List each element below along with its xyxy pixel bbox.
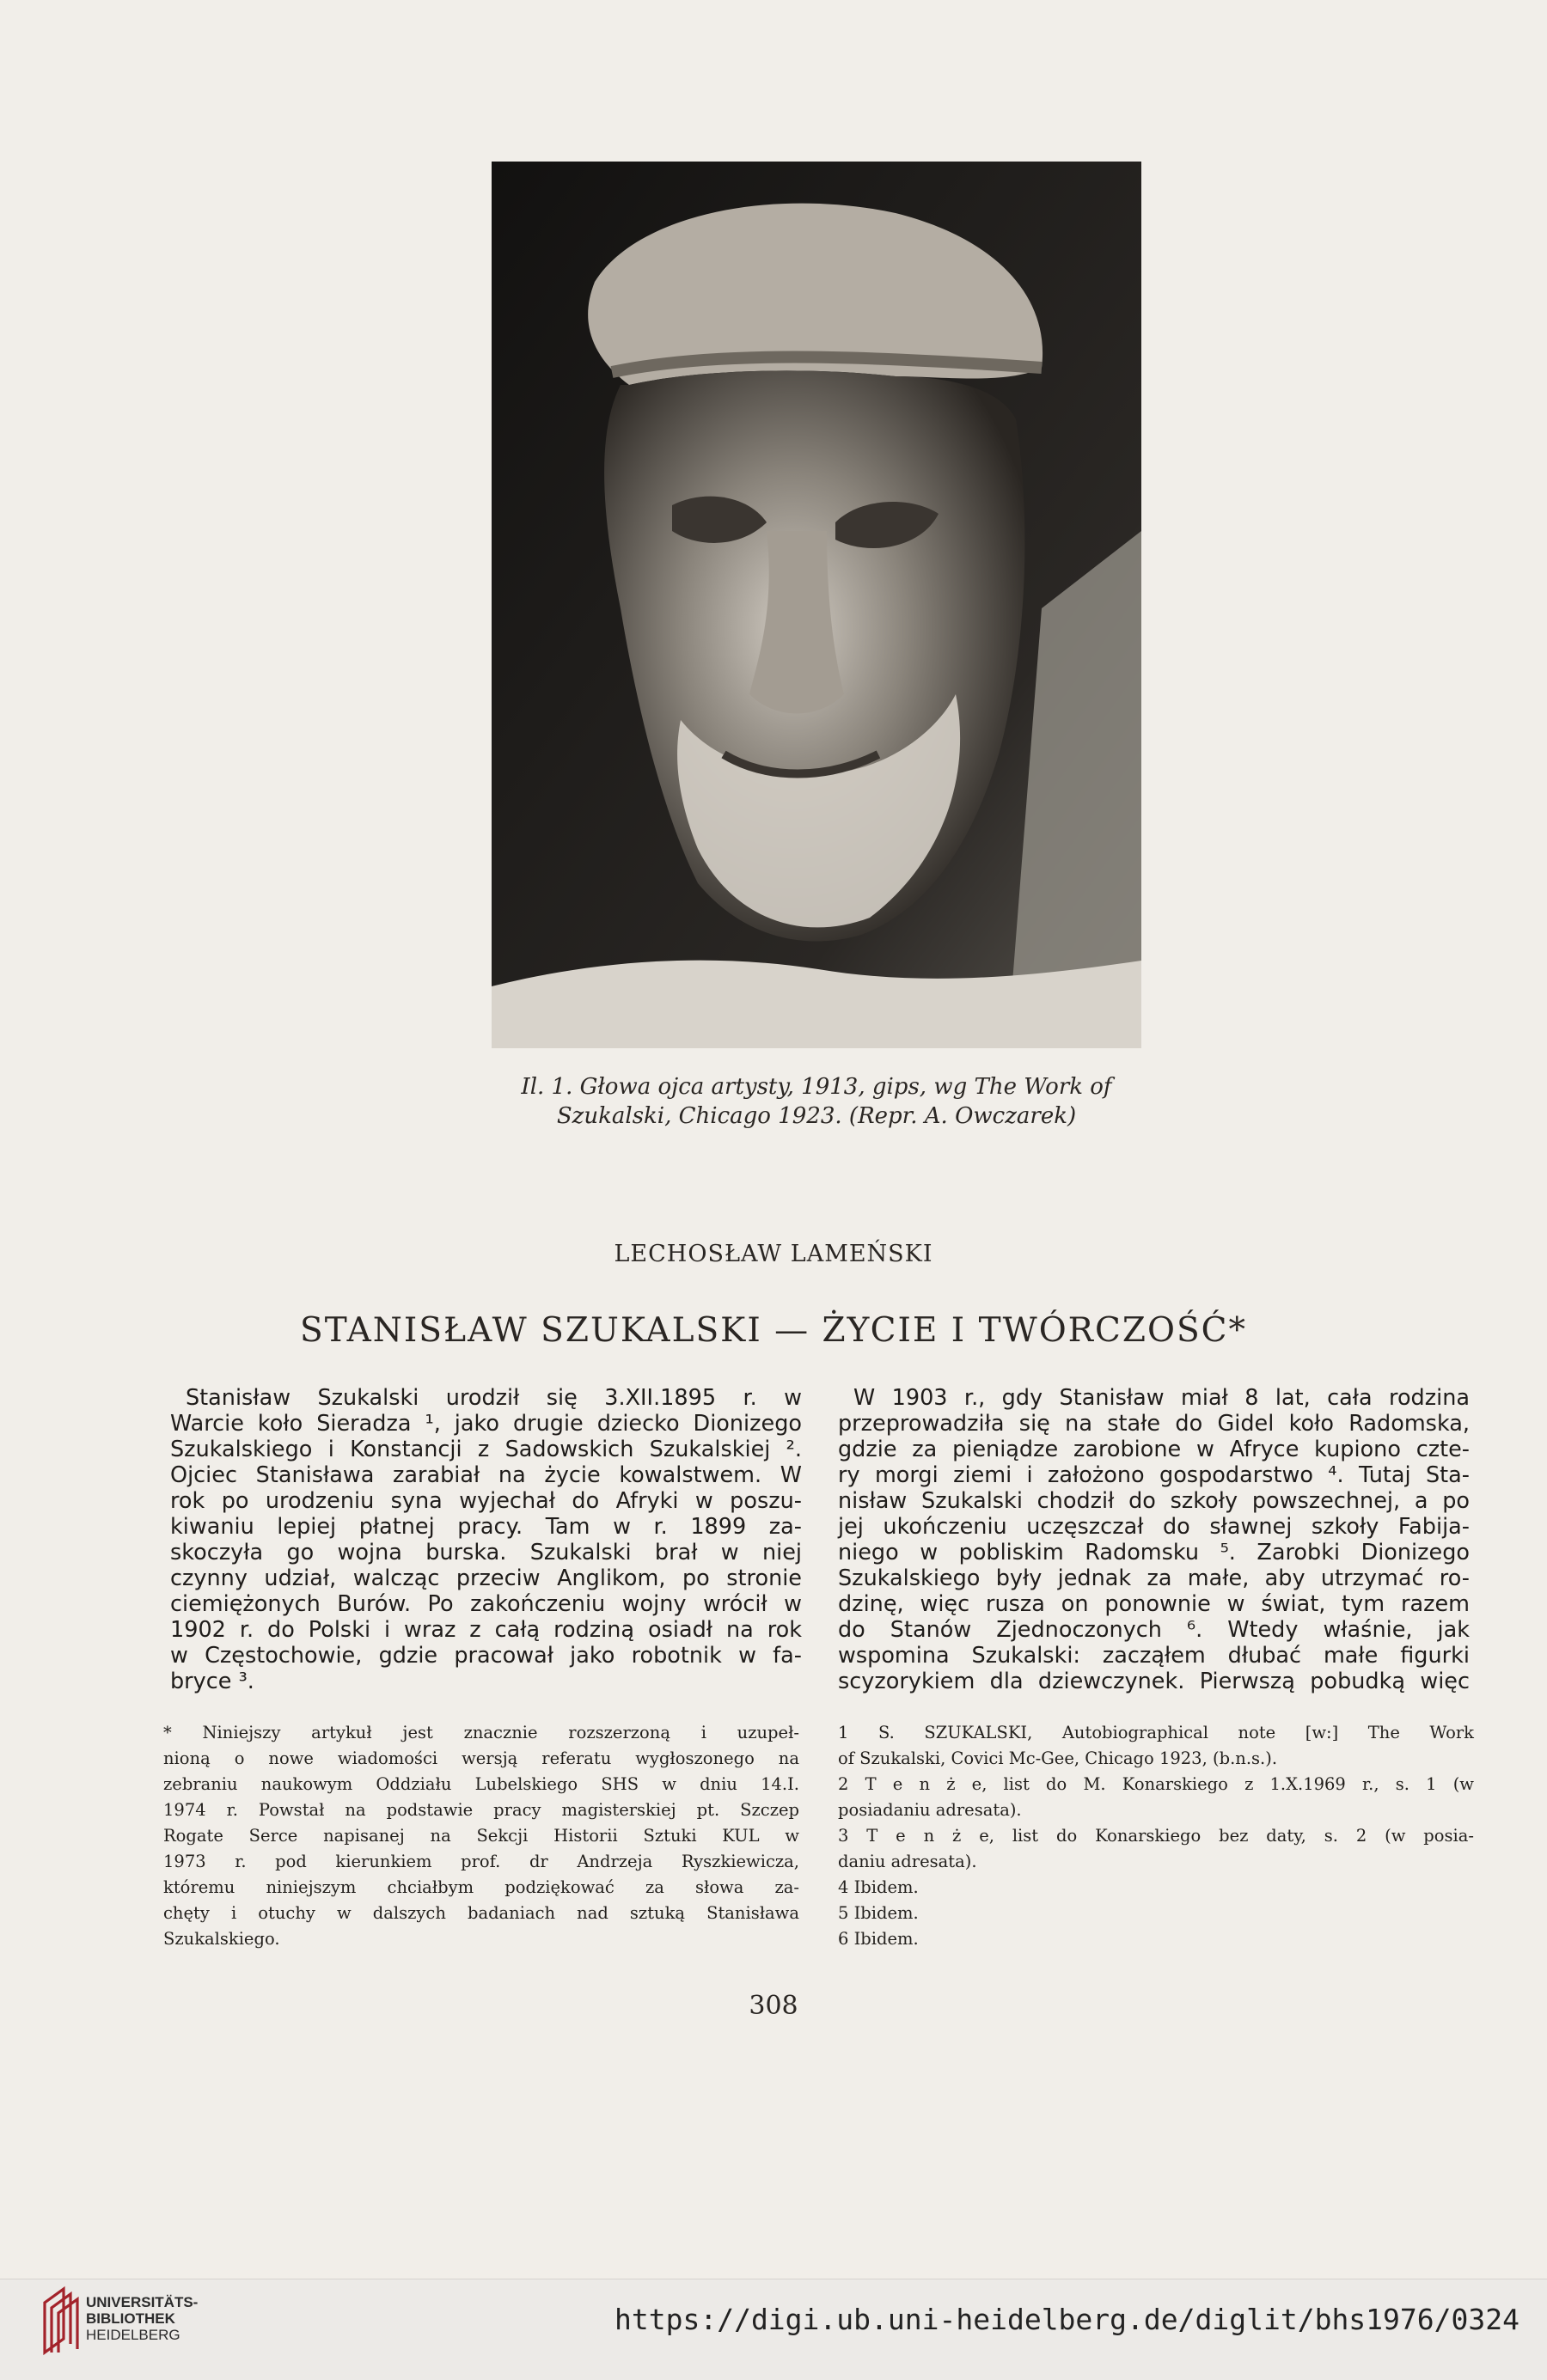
logo-line: UNIVERSITÄTS- bbox=[86, 2294, 199, 2310]
footnote-line: nioną o nowe wiadomości wersją referatu wygłoszonego na bbox=[163, 1748, 799, 1768]
body-line: przeprowadziła się na stałe do Gidel koło Radomska, bbox=[838, 1411, 1470, 1437]
footnotes-right bbox=[838, 1720, 1474, 1952]
logo-line: BIBLIOTHEK bbox=[86, 2310, 175, 2327]
body-line: nisław Szukalski chodził do szkoły powszechnej, a po bbox=[838, 1488, 1470, 1514]
footnote-line: chęty i otuchy w dalszych badaniach nad sztuką Stanisława bbox=[163, 1903, 799, 1923]
caption-line: Il. 1. Głowa ojca artysty, 1913, gips, wg The Work of bbox=[521, 1074, 1112, 1100]
library-logo-icon bbox=[38, 2285, 81, 2356]
figure-caption bbox=[430, 1072, 1203, 1131]
footnote-line: Rogate Serce napisanej na Sekcji Historii Sztuki KUL w bbox=[163, 1826, 799, 1846]
footnote-line: zebraniu naukowym Oddziału Lubelskiego SHS w dniu 14.I. bbox=[163, 1774, 799, 1794]
footnote-line: 4 Ibidem. bbox=[838, 1877, 919, 1897]
footnote-line: 5 Ibidem. bbox=[838, 1903, 919, 1923]
footnote-line: of Szukalski, Covici Mc-Gee, Chicago 1923, (b.n.s.). bbox=[838, 1748, 1278, 1768]
footnote-line: * Niniejszy artykuł jest znacznie rozszerzoną i uzupeł- bbox=[163, 1723, 799, 1742]
body-line: dzinę, więc rusza on ponownie w świat, tym razem bbox=[838, 1591, 1470, 1617]
body-column-left bbox=[170, 1385, 802, 1694]
body-line: Szukalskiego były jednak za małe, aby utrzymać ro- bbox=[838, 1565, 1470, 1591]
footnote-line: któremu niniejszym chciałbym podziękować za słowa za- bbox=[163, 1877, 799, 1897]
footnote-line: daniu adresata). bbox=[838, 1852, 977, 1871]
body-line: W 1903 r., gdy Stanisław miał 8 lat, cała rodzina bbox=[853, 1385, 1470, 1411]
library-logo-text bbox=[86, 2294, 198, 2343]
body-line: niego w pobliskim Radomsku ⁵. Zarobki Dionizego bbox=[838, 1540, 1470, 1565]
body-line: Warcie koło Sieradza ¹, jako drugie dziecko Dionizego bbox=[170, 1411, 802, 1437]
body-line: w Częstochowie, gdzie pracował jako robotnik w fa- bbox=[170, 1643, 802, 1669]
logo-line: HEIDELBERG bbox=[86, 2327, 180, 2343]
footnote-line: posiadaniu adresata). bbox=[838, 1800, 1022, 1820]
body-line: scyzorykiem dla dziewczynek. Pierwszą pobudką więc bbox=[838, 1669, 1470, 1694]
body-line: jej ukończeniu uczęszczał do sławnej szkoły Fabija- bbox=[838, 1514, 1470, 1540]
body-line: czynny udział, walcząc przeciw Anglikom, po stronie bbox=[170, 1565, 802, 1591]
body-line: Stanisław Szukalski urodził się 3.XII.1895 r. w bbox=[186, 1385, 802, 1411]
body-line: do Stanów Zjednoczonych ⁶. Wtedy właśnie, jak bbox=[838, 1617, 1470, 1643]
body-line: wspomina Szukalski: zacząłem dłubać małe figurki bbox=[838, 1643, 1470, 1669]
source-url-link[interactable]: https://digi.ub.uni-heidelberg.de/diglit/bhs1976/0324 bbox=[615, 2303, 1519, 2336]
body-line: kiwaniu lepiej płatnej pracy. Tam w r. 1899 za- bbox=[170, 1514, 802, 1540]
body-line: Ojciec Stanisława zarabiał na życie kowalstwem. W bbox=[170, 1462, 802, 1488]
body-line: ciemiężonych Burów. Po zakończeniu wojny wrócił w bbox=[170, 1591, 802, 1617]
body-line: ry morgi ziemi i założono gospodarstwo ⁴. Tutaj Sta- bbox=[838, 1462, 1470, 1488]
caption-line: Szukalski, Chicago 1923. (Repr. A. Owczarek) bbox=[556, 1103, 1077, 1129]
body-line: gdzie za pieniądze zarobione w Afryce kupiono czte- bbox=[838, 1437, 1470, 1462]
body-column-right bbox=[838, 1385, 1470, 1694]
body-line: skoczyła go wojna burska. Szukalski brał w niej bbox=[170, 1540, 802, 1565]
footnotes-left bbox=[163, 1720, 799, 1952]
article-author: LECHOSŁAW LAMEŃSKI bbox=[614, 1241, 933, 1267]
footnote-line: 1973 r. pod kierunkiem prof. dr Andrzeja Ryszkiewicza, bbox=[163, 1852, 799, 1871]
footnote-line: 1 S. SZUKALSKI, Autobiographical note [w:] The Work bbox=[838, 1723, 1474, 1742]
body-line: rok po urodzeniu syna wyjechał do Afryki w poszu- bbox=[170, 1488, 802, 1514]
body-line: bryce ³. bbox=[170, 1669, 254, 1694]
page-number: 308 bbox=[749, 1991, 798, 2021]
article-title: STANISŁAW SZUKALSKI — ŻYCIE I TWÓRCZOŚĆ* bbox=[300, 1311, 1247, 1350]
footnote-line: Szukalskiego. bbox=[163, 1929, 280, 1949]
footnote-line: 1974 r. Powstał na podstawie pracy magisterskiej pt. Szczep bbox=[163, 1800, 799, 1820]
footnote-line: 3 T e n ż e, list do Konarskiego bez daty, s. 2 (w posia- bbox=[838, 1826, 1474, 1846]
sculpture-photo bbox=[492, 162, 1141, 1048]
body-line: 1902 r. do Polski i wraz z całą rodziną osiadł na rok bbox=[170, 1617, 802, 1643]
body-line: Szukalskiego i Konstancji z Sadowskich Szukalskiej ². bbox=[170, 1437, 802, 1462]
footnote-line: 2 T e n ż e, list do M. Konarskiego z 1.X.1969 r., s. 1 (w bbox=[838, 1774, 1474, 1794]
footnote-line: 6 Ibidem. bbox=[838, 1929, 919, 1949]
